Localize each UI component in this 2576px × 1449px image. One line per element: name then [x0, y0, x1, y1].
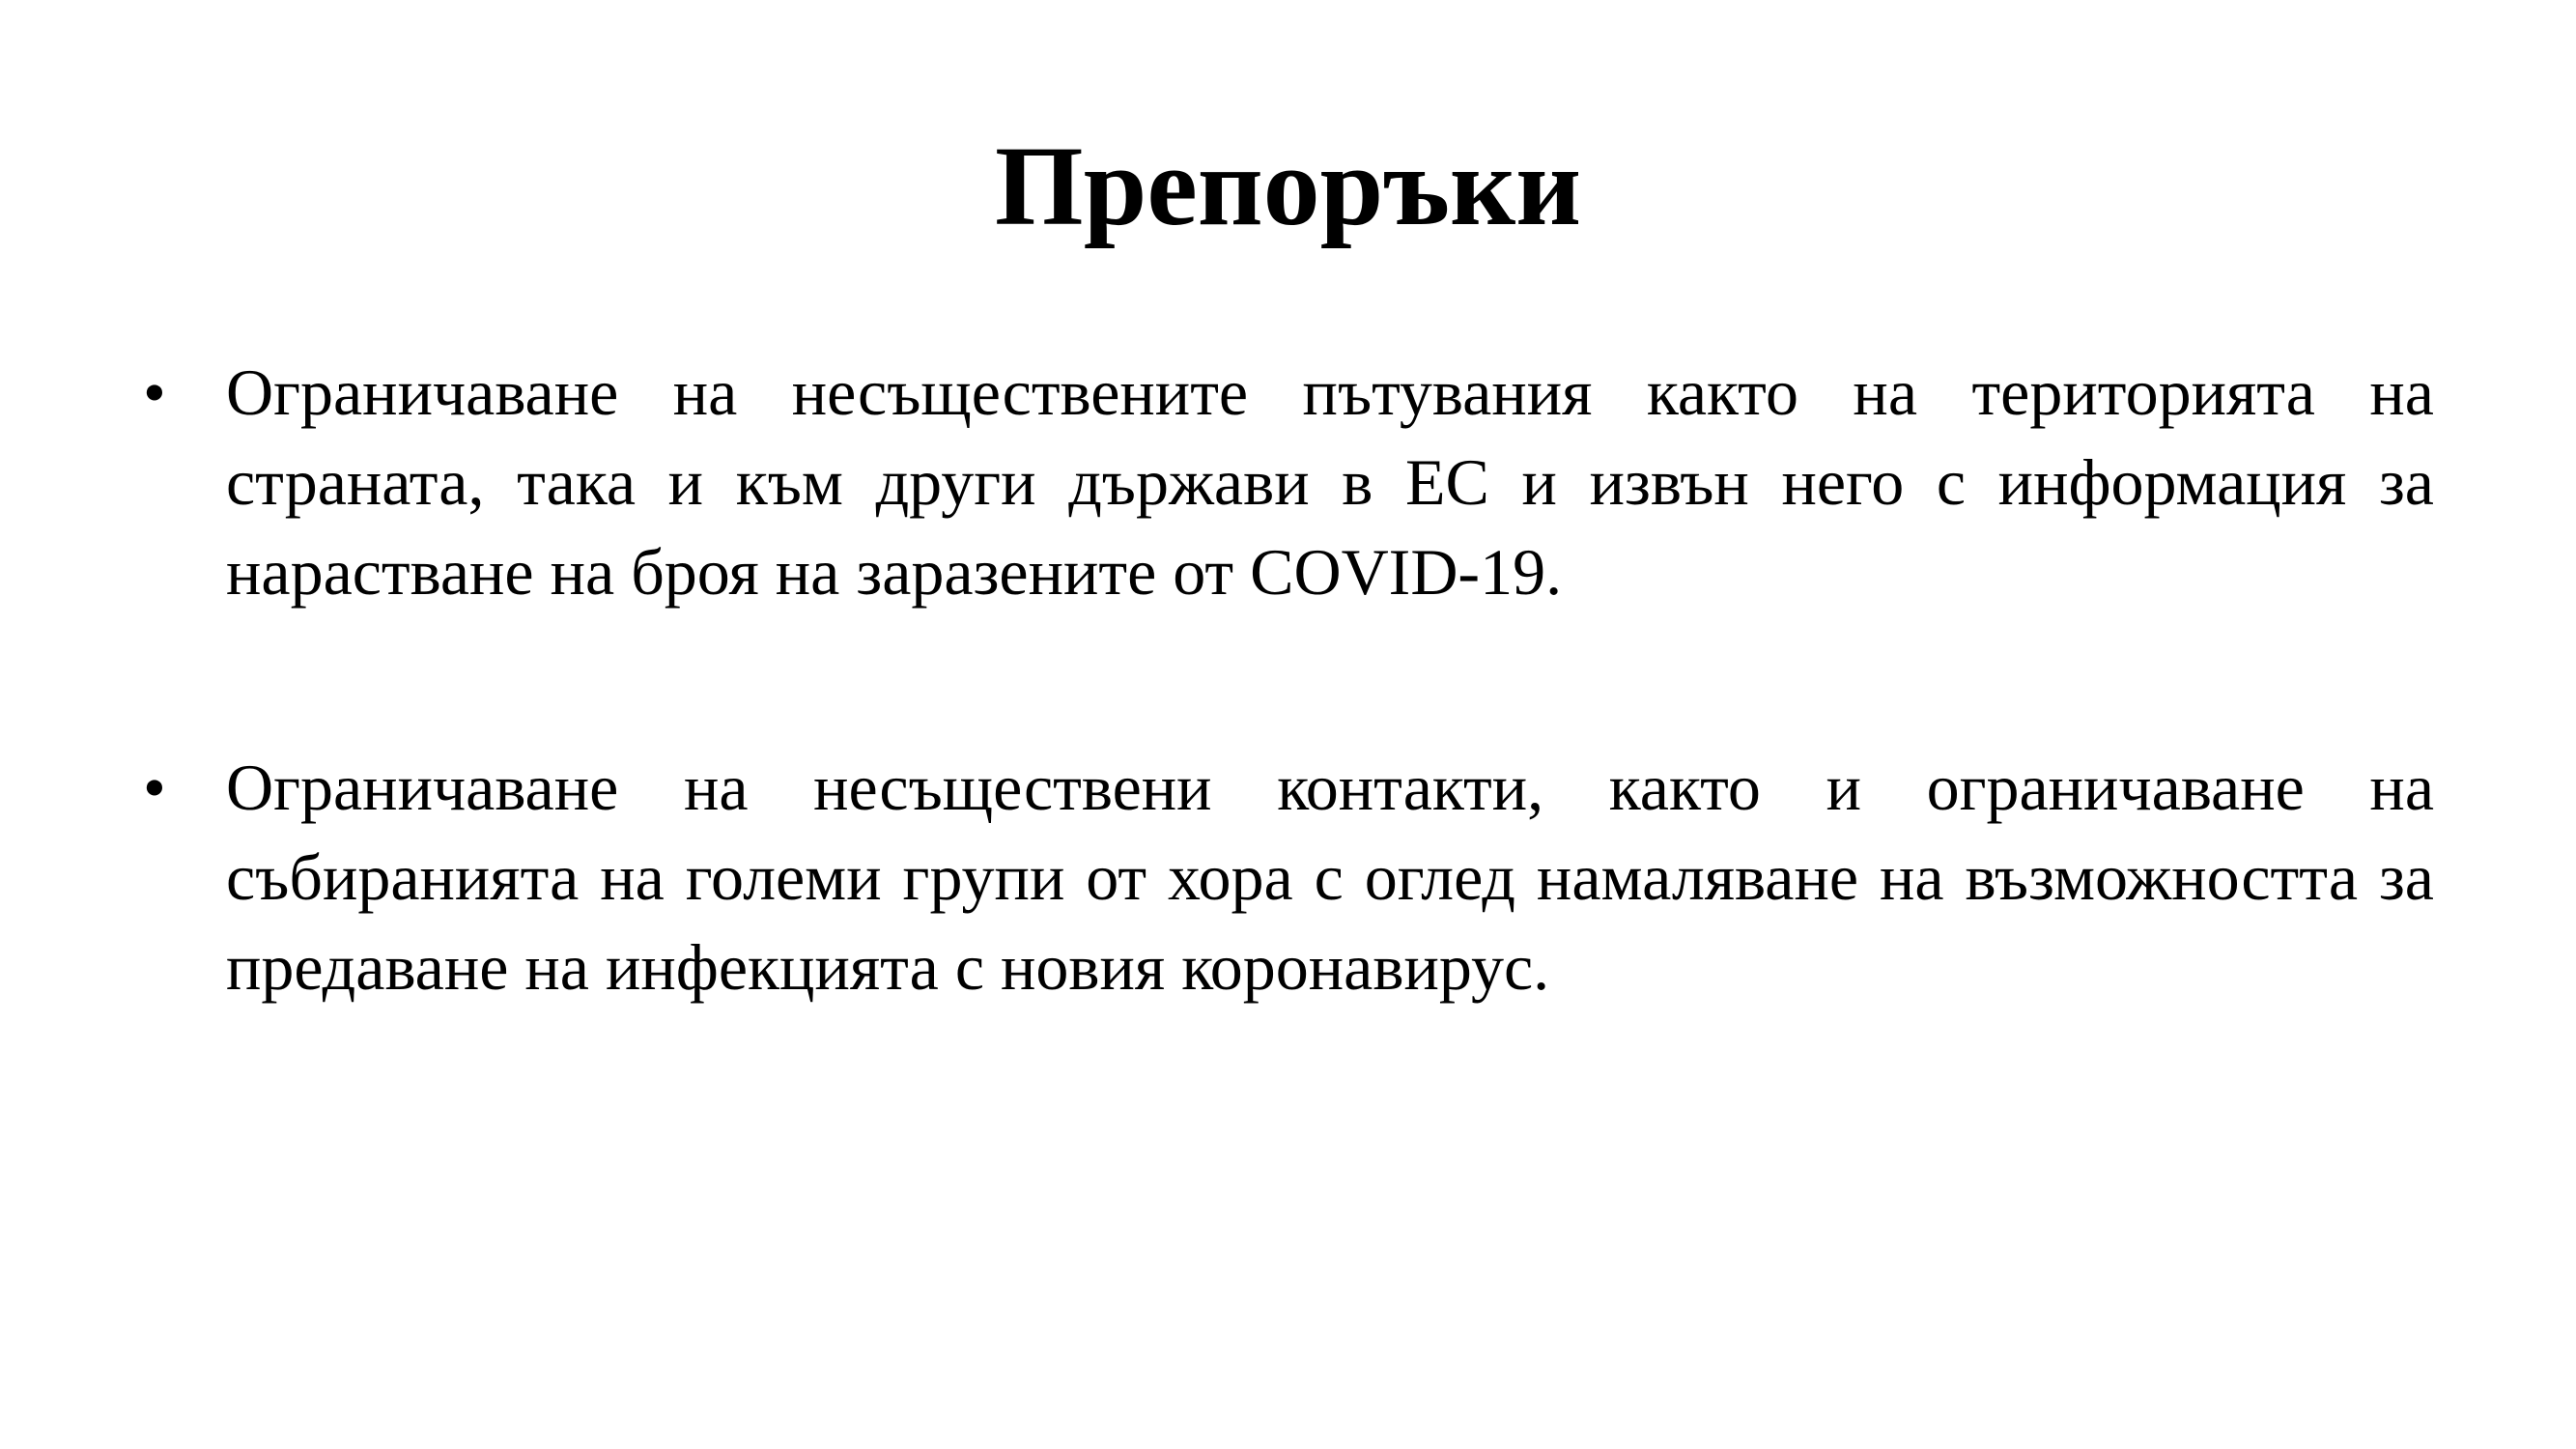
bullet-text-contacts: Ограничаване на несъществени контакти, както и ограничаване на събиранията на големи групи от хора с оглед намаляване на възможността за предаване на инфекцията с новия коронавирус. — [226, 751, 2434, 1004]
bullet-marker-icon: • — [143, 751, 166, 824]
bullet-item-contacts — [143, 743, 2434, 1012]
bullet-list — [143, 348, 2434, 1012]
bullet-marker-icon: • — [143, 355, 166, 429]
slide-title: Препоръки — [994, 123, 1582, 249]
bullet-item-travel — [143, 348, 2434, 617]
bullet-text-travel: Ограничаване на несъществените пътувания както на територията на страната, така и към други държави в ЕС и извън него с информация за нарастване на броя на заразените от COVID-19. — [226, 355, 2434, 609]
